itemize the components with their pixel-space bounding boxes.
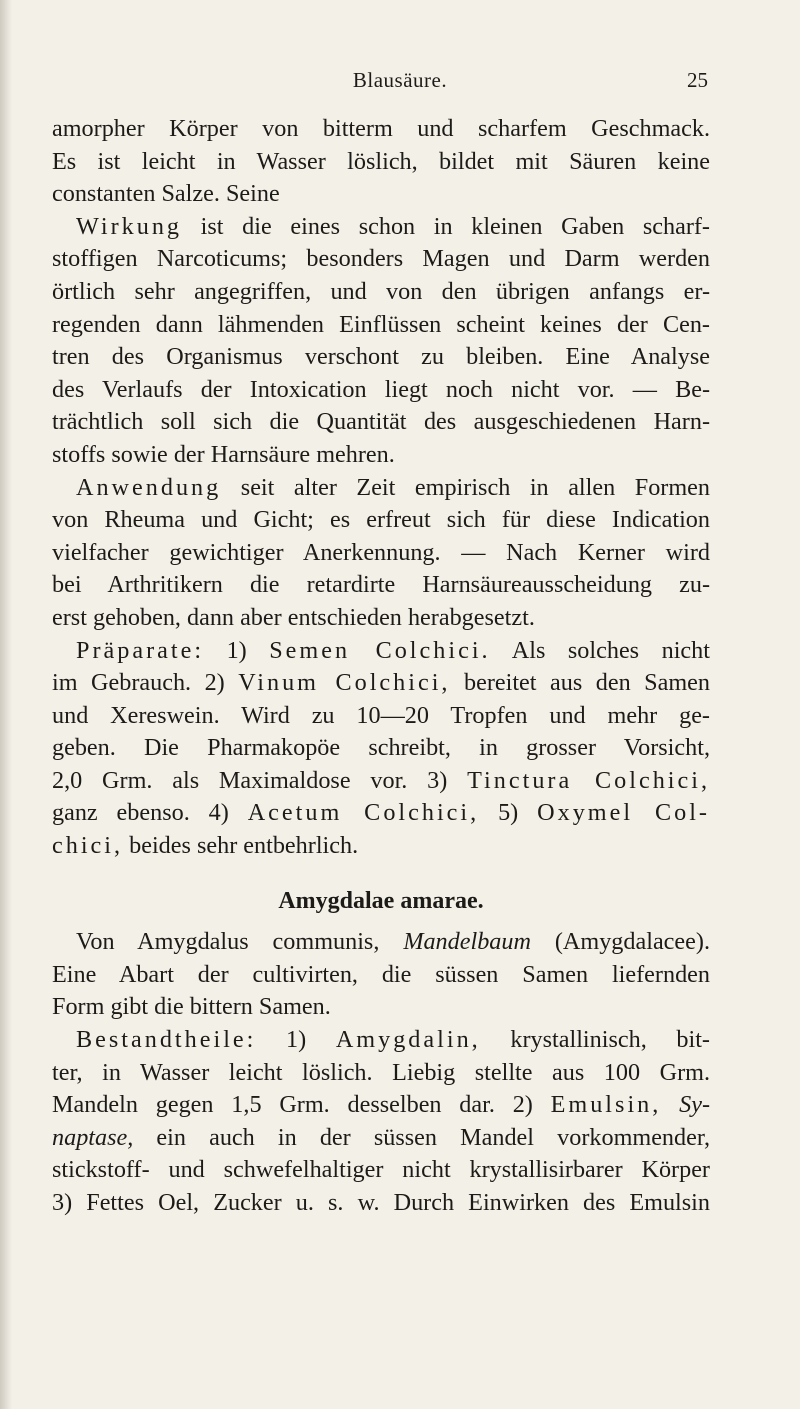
text-fragment: (Amygdalacee). xyxy=(530,928,710,956)
text-fragment: Mandeln gegen 1,5 Grm. desselben dar. 2) xyxy=(52,1091,551,1119)
text-fragment: im Gebrauch. 2) xyxy=(52,669,239,697)
text-fragment: beides sehr entbehrlich. xyxy=(123,832,359,860)
text-line: regenden dann lähmenden Einflüssen scheint keines der Cen- xyxy=(52,310,710,338)
text-line: Eine Abart der cultivirten, die süssen Samen liefernden xyxy=(52,960,710,988)
text-line xyxy=(52,765,710,798)
text-line: stoffigen Narcoticums; besonders Magen und Darm werden xyxy=(52,245,710,273)
text-line xyxy=(52,667,710,700)
term-praeparate: Präparate: xyxy=(76,636,205,664)
term-amygdalin: Amygdalin, xyxy=(335,1026,481,1054)
text-fragment: krystallinisch, bit- xyxy=(480,1026,710,1054)
text-line: stoffs sowie der Harnsäure mehren. xyxy=(52,440,395,468)
term-acetum-colchici: Acetum Colchici, xyxy=(247,799,480,827)
text-line xyxy=(52,472,710,505)
text-line xyxy=(52,926,710,959)
text-fragment: ganz ebenso. 4) xyxy=(52,799,248,827)
text-fragment: 2,0 Grm. als Maximaldose vor. 3) xyxy=(52,766,468,794)
text-fragment: 1) xyxy=(256,1026,336,1054)
text-line: tren des Organismus verschont zu bleiben. Eine Analyse xyxy=(52,343,710,371)
text-fragment: 1) xyxy=(204,636,270,664)
italic-mandelbaum: Mandelbaum xyxy=(403,928,531,956)
text-line xyxy=(52,830,710,863)
text-line xyxy=(52,1024,710,1057)
text-line: Es ist leicht in Wasser löslich, bildet mit Säuren keine xyxy=(52,147,710,175)
text-line: geben. Die Pharmakopöe schreibt, in grosser Vorsicht, xyxy=(52,734,710,762)
page-binding-edge xyxy=(0,0,12,1409)
term-semen-colchici: Semen Colchici. xyxy=(269,636,491,664)
text-line: stickstoff- und schwefelhaltiger nicht krystallisirbarer Körper xyxy=(52,1156,710,1184)
term-vinum-colchici: Vinum Colchici, xyxy=(238,669,451,697)
text-line xyxy=(52,211,710,244)
text-line: und Xereswein. Wird zu 10—20 Tropfen und mehr ge- xyxy=(52,701,710,729)
text-fragment: Von Amygdalus communis, xyxy=(76,928,404,956)
text-line xyxy=(52,635,710,668)
text-fragment: ist die eines schon in kleinen Gaben scharf- xyxy=(182,212,710,240)
text-line: vielfacher gewichtiger Anerkennung. — Nach Kerner wird xyxy=(52,538,710,566)
text-line: bei Arthritikern die retardirte Harnsäureausscheidung zu- xyxy=(52,571,710,599)
text-line xyxy=(52,797,710,830)
term-anwendung: Anwendung xyxy=(76,473,222,501)
text-line: ter, in Wasser leicht löslich. Liebig stellte aus 100 Grm. xyxy=(52,1058,710,1086)
page-header xyxy=(0,68,800,98)
text-line xyxy=(52,1089,710,1122)
text-line: erst gehoben, dann aber entschieden herabgesetzt. xyxy=(52,603,535,631)
section-heading: Amygdalae amarae. xyxy=(278,887,484,914)
text-fragment: ein auch in der süssen Mandel vorkommender, xyxy=(133,1123,710,1151)
text-fragment: bereitet aus den Samen xyxy=(450,669,710,697)
term-bestandtheile: Bestandtheile: xyxy=(76,1026,257,1054)
text-line: Form gibt die bittern Samen. xyxy=(52,993,331,1021)
text-line: trächtlich soll sich die Quantität des ausgeschiedenen Harn- xyxy=(52,408,710,436)
italic-synaptase-end: naptase, xyxy=(52,1123,134,1151)
text-line: 3) Fettes Oel, Zucker u. s. w. Durch Einwirken des Emulsin xyxy=(52,1189,710,1216)
running-head: Blausäure. xyxy=(352,68,448,92)
term-tinctura-colchici: Tinctura Colchici, xyxy=(467,766,711,794)
text-fragment xyxy=(661,1091,679,1118)
text-fragment: seit alter Zeit empirisch in allen Formen xyxy=(221,473,710,501)
term-wirkung: Wirkung xyxy=(76,212,183,240)
italic-synaptase: Sy- xyxy=(679,1091,710,1119)
text-line xyxy=(52,1122,710,1155)
text-fragment: 5) xyxy=(479,799,538,827)
page-number: 25 xyxy=(687,68,708,92)
term-emulsin: Emulsin, xyxy=(550,1091,662,1119)
term-oxymel-colchici-end: chici, xyxy=(52,832,124,860)
text-line: amorpher Körper von bitterm und scharfem Geschmack. xyxy=(52,115,710,142)
text-line: des Verlaufs der Intoxication liegt noch nicht vor. — Be- xyxy=(52,375,710,403)
text-line: örtlich sehr angegriffen, und von den übrigen anfangs er- xyxy=(52,277,710,305)
term-oxymel-colchici: Oxymel Col- xyxy=(537,799,710,827)
text-line: von Rheuma und Gicht; es erfreut sich für diese Indication xyxy=(52,506,710,534)
text-line: constanten Salze. Seine xyxy=(52,180,280,208)
text-fragment: Als solches nicht xyxy=(490,636,710,664)
body-text xyxy=(52,113,710,1220)
